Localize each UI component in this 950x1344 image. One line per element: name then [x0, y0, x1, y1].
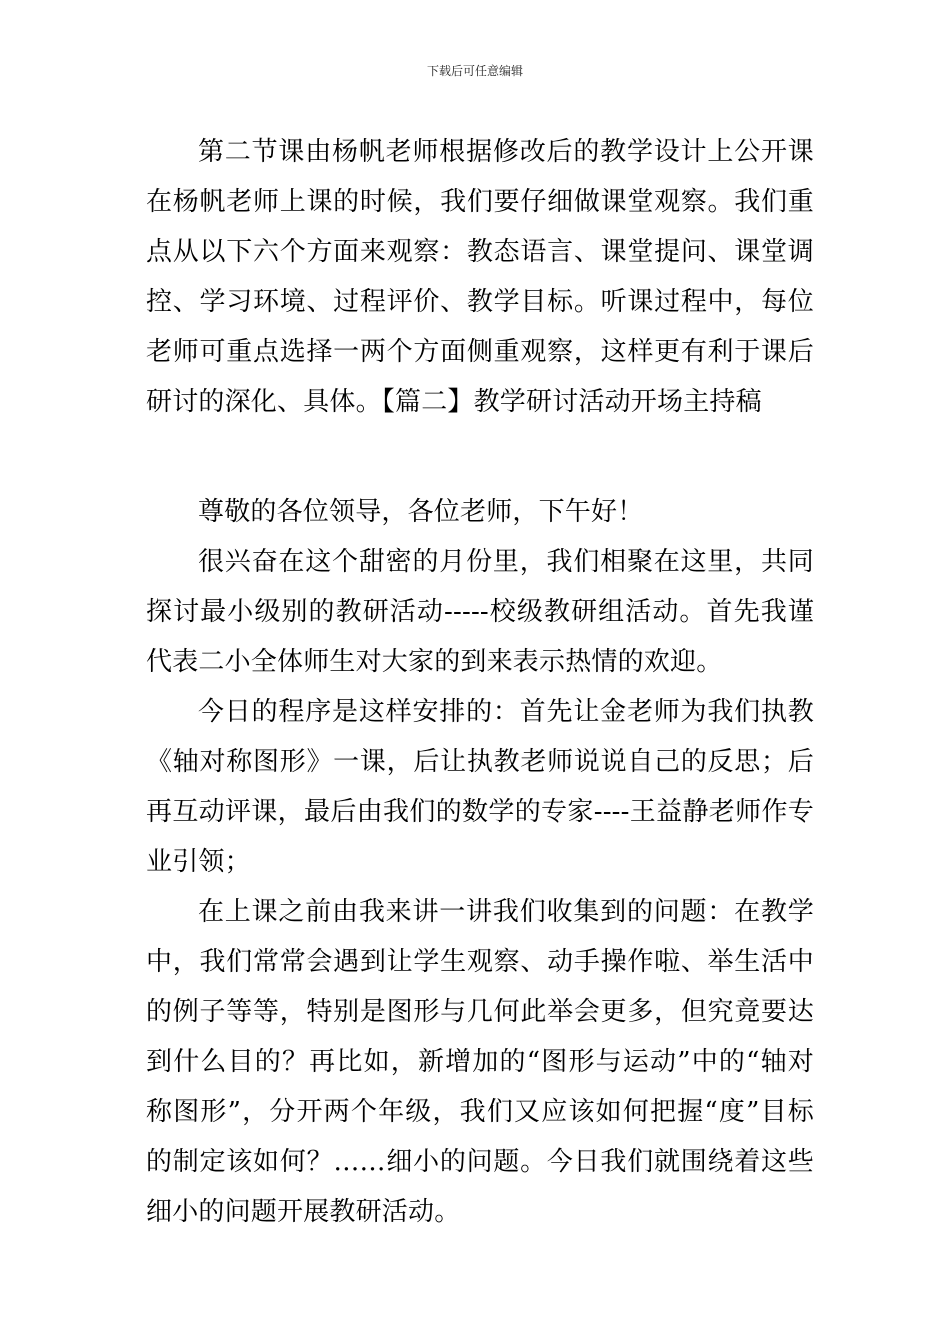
paragraph-questions: 在上课之前由我来讲一讲我们收集到的问题：在教学中，我们常常会遇到让学生观察、动手操作啦、举生活中的例子等等，特别是图形与几何此举会更多，但究竟要达到什么目的？再比如，新增加的“图形与运动”中的“轴对称图形”，分开两个年级，我们又应该如何把握“度”目标的制定该如何？……细小的问题。今日我们就围绕着这些细小的问题开展教研活动。 [146, 897, 814, 1227]
paragraph-program: 今日的程序是这样安排的：首先让金老师为我们执教《轴对称图形》一课，后让执教老师说说自己的反思；后再互动评课，最后由我们的数学的专家----王益静老师作专业引领； [146, 697, 814, 877]
page-header: 下载后可任意编辑 [426, 64, 523, 78]
paragraph-greeting: 尊敬的各位领导，各位老师，下午好！ [198, 497, 644, 527]
paragraph-class-observation: 第二节课由杨帆老师根据修改后的教学设计上公开课在杨帆老师上课的时候，我们要仔细做课堂观察。我们重点从以下六个方面来观察：教态语言、课堂提问、课堂调控、学习环境、过程评价、教学目标。听课过程中，每位老师可重点选择一两个方面侧重观察，这样更有利于课后研讨的深化、具体。【篇二】教学研讨活动开场主持稿 [146, 137, 814, 417]
document-body [146, 127, 814, 1237]
paragraph-welcome: 很兴奋在这个甜密的月份里，我们相聚在这里，共同探讨最小级别的教研活动-----校级教研组活动。首先我谨代表二小全体师生对大家的到来表示热情的欢迎。 [146, 547, 814, 677]
section-spacer [146, 427, 814, 487]
